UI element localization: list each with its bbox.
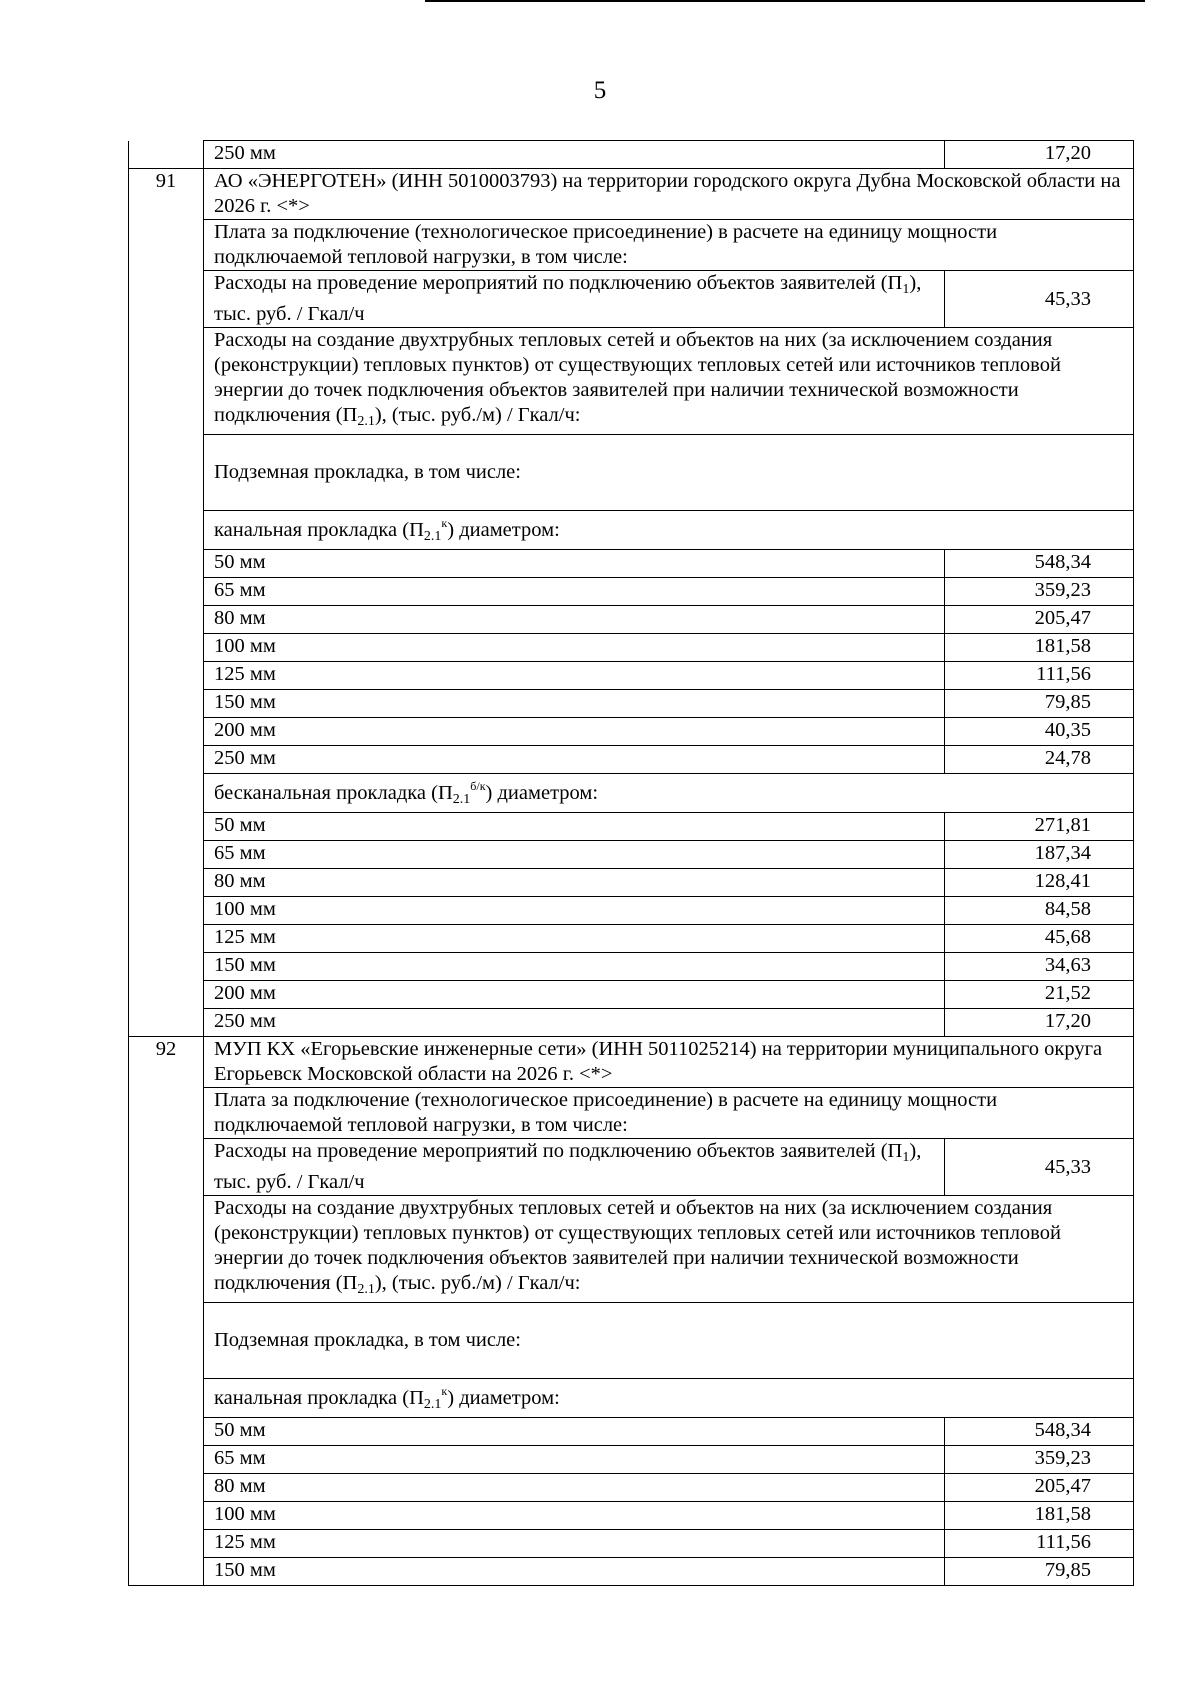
diameter-cell: 100 мм: [204, 634, 945, 662]
row-number-cell: 92: [129, 1037, 204, 1088]
p21-text-end: ), (тыс. руб./м) / Гкал/ч:: [374, 1272, 581, 1294]
laying-type-text-end: ) диаметром:: [485, 782, 599, 804]
table-row: [129, 1418, 1134, 1446]
row-number-cell: [129, 774, 204, 813]
value-cell: 21,52: [945, 981, 1134, 1009]
table-row: [129, 774, 1134, 813]
value-cell: 79,85: [945, 690, 1134, 718]
laying-type-superscript: к: [441, 516, 448, 530]
table-row: [129, 1502, 1134, 1530]
laying-type-cell: [204, 511, 1134, 550]
table-row: [129, 718, 1134, 746]
table-row: [129, 953, 1134, 981]
value-cell: 111,56: [945, 1530, 1134, 1558]
table-row: [129, 1009, 1134, 1037]
value-cell: 205,47: [945, 606, 1134, 634]
value-cell: 79,85: [945, 1558, 1134, 1586]
diameter-cell: 65 мм: [204, 841, 945, 869]
p1-text-end: ), тыс. руб. / Гкал/ч: [214, 272, 922, 325]
p21-text: Расходы на создание двухтрубных тепловых сетей и объектов на них (за исключением создания (реконструкции) тепловых пунктов) от существующих тепловых сетей или источников тепловой энергии до точек подключения объектов заявителей при наличии технической возможности подключения (П: [214, 1197, 1061, 1294]
table-row: [129, 1088, 1134, 1139]
row-number-cell: [129, 578, 204, 606]
table-row: [129, 1474, 1134, 1502]
value-cell: 40,35: [945, 718, 1134, 746]
underground-laying-cell: Подземная прокладка, в том числе:: [204, 435, 1134, 511]
laying-type-subscript: 2.1: [452, 792, 471, 807]
table-row: [129, 141, 1134, 169]
diameter-cell: 200 мм: [204, 718, 945, 746]
laying-type-text-end: ) диаметром:: [447, 519, 560, 541]
row-number-cell: [129, 550, 204, 578]
table-row: [129, 813, 1134, 841]
diameter-cell: 250 мм: [204, 141, 945, 169]
table-row: [129, 169, 1134, 220]
p1-value-cell: 45,33: [945, 271, 1134, 328]
row-number-cell: [129, 141, 204, 169]
underground-laying-cell: Подземная прокладка, в том числе:: [204, 1303, 1134, 1379]
value-cell: 359,23: [945, 578, 1134, 606]
table-row: [129, 981, 1134, 1009]
p1-description-cell: [204, 271, 945, 328]
value-cell: 548,34: [945, 1418, 1134, 1446]
diameter-cell: 150 мм: [204, 690, 945, 718]
row-number-cell: [129, 746, 204, 774]
value-cell: 548,34: [945, 550, 1134, 578]
row-number-cell: [129, 662, 204, 690]
value-cell: 128,41: [945, 869, 1134, 897]
row-number-cell: 91: [129, 169, 204, 220]
value-cell: 17,20: [945, 1009, 1134, 1037]
laying-type-superscript: б/к: [470, 779, 486, 793]
row-number-cell: [129, 1088, 204, 1139]
table-row: [129, 220, 1134, 271]
value-cell: 84,58: [945, 897, 1134, 925]
fee-header-cell: Плата за подключение (технологическое присоединение) в расчете на единицу мощности подключаемой тепловой нагрузки, в том числе:: [204, 220, 1134, 271]
row-number-cell: [129, 1379, 204, 1418]
row-number-cell: [129, 718, 204, 746]
p1-text: Расходы на проведение мероприятий по подключению объектов заявителей (П: [214, 1140, 903, 1162]
table-row: [129, 897, 1134, 925]
laying-type-cell: [204, 774, 1134, 813]
value-cell: 187,34: [945, 841, 1134, 869]
row-number-cell: [129, 1139, 204, 1196]
value-cell: 24,78: [945, 746, 1134, 774]
table-row: [129, 1139, 1134, 1196]
table-row: [129, 1037, 1134, 1088]
organization-cell: МУП КХ «Егорьевские инженерные сети» (ИНН 5011025214) на территории муниципального округа Егорьевск Московской области на 2026 г. <*>: [204, 1037, 1134, 1088]
table-row: [129, 1303, 1134, 1379]
laying-type-text: бесканальная прокладка (П: [214, 782, 453, 804]
laying-type-cell: [204, 1379, 1134, 1418]
value-cell: 17,20: [945, 141, 1134, 169]
p1-text: Расходы на проведение мероприятий по подключению объектов заявителей (П: [214, 272, 903, 294]
p1-value-cell: 45,33: [945, 1139, 1134, 1196]
row-number-cell: [129, 953, 204, 981]
organization-cell: АО «ЭНЕРГОТЕН» (ИНН 5010003793) на территории городского округа Дубна Московской области на 2026 г. <*>: [204, 169, 1134, 220]
diameter-cell: 150 мм: [204, 1558, 945, 1586]
row-number-cell: [129, 606, 204, 634]
table-row: [129, 1530, 1134, 1558]
table-row: [129, 1379, 1134, 1418]
tariff-table: [128, 140, 1134, 1586]
row-number-cell: [129, 869, 204, 897]
p1-text-end: ), тыс. руб. / Гкал/ч: [214, 1140, 922, 1193]
value-cell: 271,81: [945, 813, 1134, 841]
p21-description-cell: [204, 328, 1134, 435]
row-number-cell: [129, 981, 204, 1009]
diameter-cell: 125 мм: [204, 925, 945, 953]
top-rule: [425, 0, 1145, 2]
laying-type-text: канальная прокладка (П: [214, 1387, 424, 1409]
table-row: [129, 634, 1134, 662]
row-number-cell: [129, 271, 204, 328]
row-number-cell: [129, 511, 204, 550]
diameter-cell: 100 мм: [204, 1502, 945, 1530]
diameter-cell: 125 мм: [204, 1530, 945, 1558]
table-row: [129, 1446, 1134, 1474]
diameter-cell: 150 мм: [204, 953, 945, 981]
table-row: [129, 271, 1134, 328]
diameter-cell: 65 мм: [204, 1446, 945, 1474]
tariff-table-body: [129, 141, 1134, 1586]
value-cell: 45,68: [945, 925, 1134, 953]
p21-subscript: 2.1: [357, 414, 375, 429]
table-row: [129, 662, 1134, 690]
value-cell: 111,56: [945, 662, 1134, 690]
value-cell: 34,63: [945, 953, 1134, 981]
table-row: [129, 550, 1134, 578]
table-row: [129, 511, 1134, 550]
row-number-cell: [129, 841, 204, 869]
fee-header-cell: Плата за подключение (технологическое присоединение) в расчете на единицу мощности подключаемой тепловой нагрузки, в том числе:: [204, 1088, 1134, 1139]
row-number-cell: [129, 690, 204, 718]
row-number-cell: [129, 220, 204, 271]
diameter-cell: 100 мм: [204, 897, 945, 925]
p21-text-end: ), (тыс. руб./м) / Гкал/ч:: [374, 404, 581, 426]
row-number-cell: [129, 1474, 204, 1502]
table-row: [129, 746, 1134, 774]
table-row: [129, 690, 1134, 718]
row-number-cell: [129, 1558, 204, 1586]
row-number-cell: [129, 1303, 204, 1379]
value-cell: 359,23: [945, 1446, 1134, 1474]
table-row: [129, 328, 1134, 435]
diameter-cell: 50 мм: [204, 813, 945, 841]
row-number-cell: [129, 1502, 204, 1530]
diameter-cell: 250 мм: [204, 746, 945, 774]
table-row: [129, 606, 1134, 634]
laying-type-subscript: 2.1: [423, 529, 442, 544]
diameter-cell: 80 мм: [204, 869, 945, 897]
diameter-cell: 50 мм: [204, 1418, 945, 1446]
p21-subscript: 2.1: [357, 1282, 375, 1297]
table-row: [129, 869, 1134, 897]
laying-type-text: канальная прокладка (П: [214, 519, 424, 541]
table-row: [129, 1196, 1134, 1303]
diameter-cell: 65 мм: [204, 578, 945, 606]
p21-text: Расходы на создание двухтрубных тепловых сетей и объектов на них (за исключением создания (реконструкции) тепловых пунктов) от существующих тепловых сетей или источников тепловой энергии до точек подключения объектов заявителей при наличии технической возможности подключения (П: [214, 329, 1061, 426]
row-number-cell: [129, 1196, 204, 1303]
row-number-cell: [129, 634, 204, 662]
row-number-cell: [129, 1446, 204, 1474]
p1-description-cell: [204, 1139, 945, 1196]
diameter-cell: 125 мм: [204, 662, 945, 690]
row-number-cell: [129, 328, 204, 435]
value-cell: 181,58: [945, 634, 1134, 662]
diameter-cell: 50 мм: [204, 550, 945, 578]
diameter-cell: 250 мм: [204, 1009, 945, 1037]
table-row: [129, 1558, 1134, 1586]
table-row: [129, 435, 1134, 511]
page-number: 5: [593, 77, 607, 104]
laying-type-superscript: к: [441, 1384, 448, 1398]
row-number-cell: [129, 925, 204, 953]
diameter-cell: 80 мм: [204, 1474, 945, 1502]
p1-subscript: 1: [902, 282, 910, 297]
diameter-cell: 200 мм: [204, 981, 945, 1009]
p21-description-cell: [204, 1196, 1134, 1303]
row-number-cell: [129, 1009, 204, 1037]
row-number-cell: [129, 1530, 204, 1558]
row-number-cell: [129, 897, 204, 925]
value-cell: 205,47: [945, 1474, 1134, 1502]
laying-type-text-end: ) диаметром:: [447, 1387, 560, 1409]
value-cell: 181,58: [945, 1502, 1134, 1530]
row-number-cell: [129, 435, 204, 511]
diameter-cell: 80 мм: [204, 606, 945, 634]
row-number-cell: [129, 813, 204, 841]
p1-subscript: 1: [902, 1150, 910, 1165]
table-row: [129, 925, 1134, 953]
laying-type-subscript: 2.1: [423, 1397, 442, 1412]
row-number-cell: [129, 1418, 204, 1446]
table-row: [129, 578, 1134, 606]
table-row: [129, 841, 1134, 869]
